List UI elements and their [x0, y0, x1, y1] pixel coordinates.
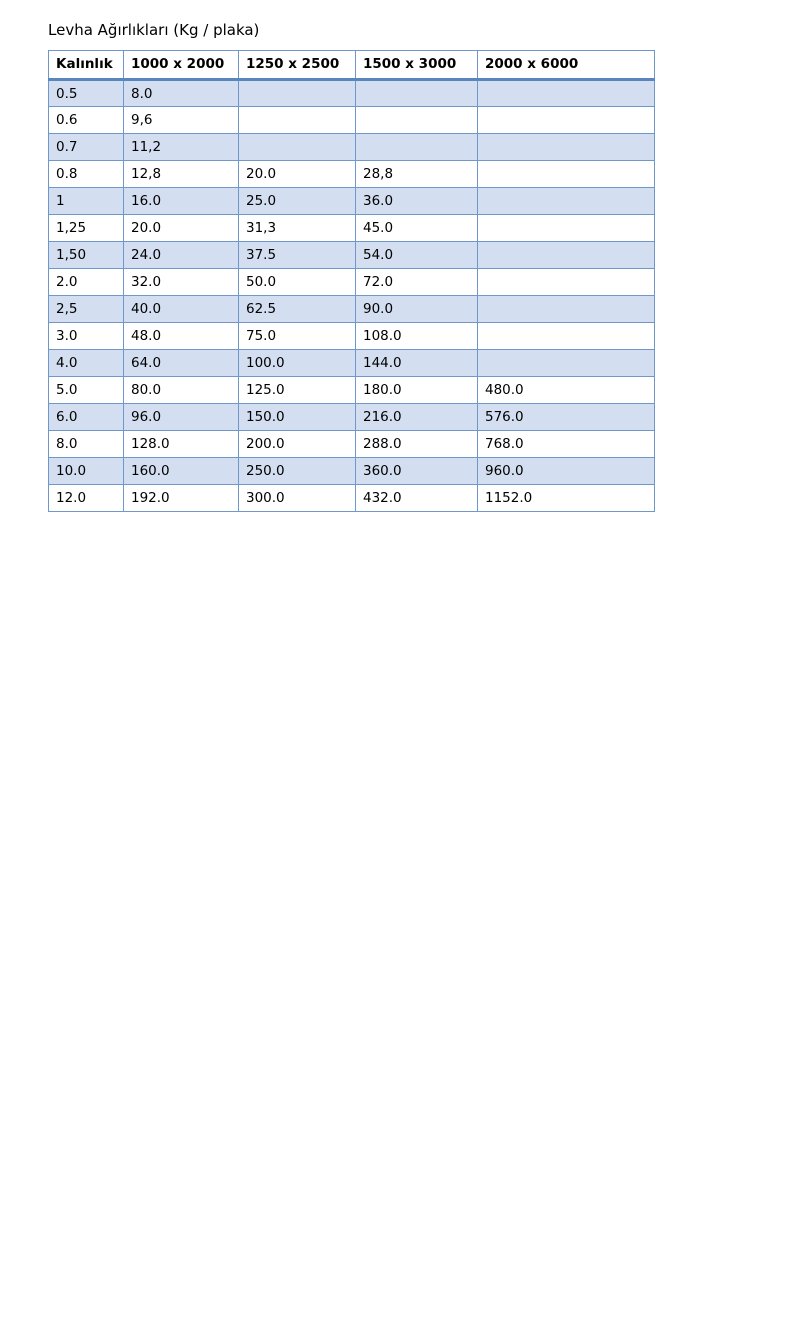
cell-1250x2500: 31,3 — [239, 215, 356, 242]
cell-2000x6000 — [478, 242, 655, 269]
cell-thickness: 5.0 — [49, 377, 124, 404]
cell-thickness: 3.0 — [49, 323, 124, 350]
cell-2000x6000 — [478, 269, 655, 296]
cell-2000x6000: 768.0 — [478, 431, 655, 458]
cell-thickness: 0.8 — [49, 161, 124, 188]
cell-thickness: 6.0 — [49, 404, 124, 431]
cell-1250x2500 — [239, 134, 356, 161]
table-row — [49, 431, 655, 458]
table-body — [49, 80, 655, 512]
table-row — [49, 269, 655, 296]
cell-1500x3000: 216.0 — [356, 404, 478, 431]
cell-2000x6000: 960.0 — [478, 458, 655, 485]
table-row — [49, 485, 655, 512]
cell-1000x2000: 11,2 — [124, 134, 239, 161]
cell-thickness: 1,50 — [49, 242, 124, 269]
cell-2000x6000 — [478, 350, 655, 377]
cell-1500x3000: 144.0 — [356, 350, 478, 377]
table-row — [49, 323, 655, 350]
cell-1000x2000: 160.0 — [124, 458, 239, 485]
cell-1500x3000: 72.0 — [356, 269, 478, 296]
cell-1500x3000 — [356, 80, 478, 107]
cell-1000x2000: 48.0 — [124, 323, 239, 350]
cell-2000x6000 — [478, 80, 655, 107]
column-header-2000x6000: 2000 x 6000 — [478, 51, 655, 80]
cell-thickness: 2.0 — [49, 269, 124, 296]
cell-1250x2500: 300.0 — [239, 485, 356, 512]
sheet-weights-table — [48, 50, 655, 512]
cell-2000x6000: 1152.0 — [478, 485, 655, 512]
cell-2000x6000 — [478, 161, 655, 188]
cell-1500x3000: 180.0 — [356, 377, 478, 404]
cell-thickness: 12.0 — [49, 485, 124, 512]
table-row — [49, 161, 655, 188]
table-row — [49, 350, 655, 377]
cell-2000x6000: 480.0 — [478, 377, 655, 404]
cell-2000x6000: 576.0 — [478, 404, 655, 431]
cell-1500x3000: 54.0 — [356, 242, 478, 269]
cell-1500x3000: 288.0 — [356, 431, 478, 458]
cell-1500x3000: 90.0 — [356, 296, 478, 323]
cell-1000x2000: 16.0 — [124, 188, 239, 215]
cell-1500x3000 — [356, 134, 478, 161]
cell-1250x2500: 20.0 — [239, 161, 356, 188]
column-header-thickness: Kalınlık — [49, 51, 124, 80]
cell-1250x2500: 125.0 — [239, 377, 356, 404]
table-row — [49, 80, 655, 107]
table-row — [49, 458, 655, 485]
cell-thickness: 0.7 — [49, 134, 124, 161]
table-row — [49, 215, 655, 242]
cell-1000x2000: 64.0 — [124, 350, 239, 377]
cell-2000x6000 — [478, 134, 655, 161]
cell-1500x3000: 360.0 — [356, 458, 478, 485]
cell-thickness: 0.6 — [49, 107, 124, 134]
cell-1000x2000: 128.0 — [124, 431, 239, 458]
cell-1500x3000: 45.0 — [356, 215, 478, 242]
cell-1250x2500: 50.0 — [239, 269, 356, 296]
cell-1000x2000: 9,6 — [124, 107, 239, 134]
cell-thickness: 2,5 — [49, 296, 124, 323]
cell-1250x2500: 200.0 — [239, 431, 356, 458]
cell-1000x2000: 80.0 — [124, 377, 239, 404]
table-header-row — [49, 51, 655, 80]
table-row — [49, 134, 655, 161]
cell-thickness: 0.5 — [49, 80, 124, 107]
cell-1000x2000: 40.0 — [124, 296, 239, 323]
cell-1250x2500 — [239, 107, 356, 134]
cell-1250x2500: 37.5 — [239, 242, 356, 269]
column-header-1500x3000: 1500 x 3000 — [356, 51, 478, 80]
column-header-1250x2500: 1250 x 2500 — [239, 51, 356, 80]
table-row — [49, 242, 655, 269]
cell-2000x6000 — [478, 107, 655, 134]
page-title: Levha Ağırlıkları (Kg / plaka) — [48, 21, 260, 39]
cell-1500x3000 — [356, 107, 478, 134]
cell-1000x2000: 8.0 — [124, 80, 239, 107]
cell-thickness: 1 — [49, 188, 124, 215]
cell-1250x2500: 25.0 — [239, 188, 356, 215]
cell-2000x6000 — [478, 296, 655, 323]
cell-2000x6000 — [478, 188, 655, 215]
cell-1250x2500: 150.0 — [239, 404, 356, 431]
cell-1250x2500: 100.0 — [239, 350, 356, 377]
cell-thickness: 1,25 — [49, 215, 124, 242]
table-row — [49, 404, 655, 431]
cell-1500x3000: 36.0 — [356, 188, 478, 215]
cell-1250x2500: 250.0 — [239, 458, 356, 485]
cell-1000x2000: 32.0 — [124, 269, 239, 296]
cell-2000x6000 — [478, 323, 655, 350]
cell-1000x2000: 12,8 — [124, 161, 239, 188]
table-row — [49, 188, 655, 215]
cell-1000x2000: 96.0 — [124, 404, 239, 431]
cell-thickness: 8.0 — [49, 431, 124, 458]
table-row — [49, 377, 655, 404]
cell-1000x2000: 20.0 — [124, 215, 239, 242]
column-header-1000x2000: 1000 x 2000 — [124, 51, 239, 80]
cell-1500x3000: 108.0 — [356, 323, 478, 350]
table-row — [49, 296, 655, 323]
table-row — [49, 107, 655, 134]
cell-1250x2500: 62.5 — [239, 296, 356, 323]
cell-1500x3000: 28,8 — [356, 161, 478, 188]
cell-1000x2000: 192.0 — [124, 485, 239, 512]
cell-1000x2000: 24.0 — [124, 242, 239, 269]
cell-thickness: 4.0 — [49, 350, 124, 377]
cell-1250x2500: 75.0 — [239, 323, 356, 350]
cell-1250x2500 — [239, 80, 356, 107]
cell-1500x3000: 432.0 — [356, 485, 478, 512]
cell-thickness: 10.0 — [49, 458, 124, 485]
cell-2000x6000 — [478, 215, 655, 242]
